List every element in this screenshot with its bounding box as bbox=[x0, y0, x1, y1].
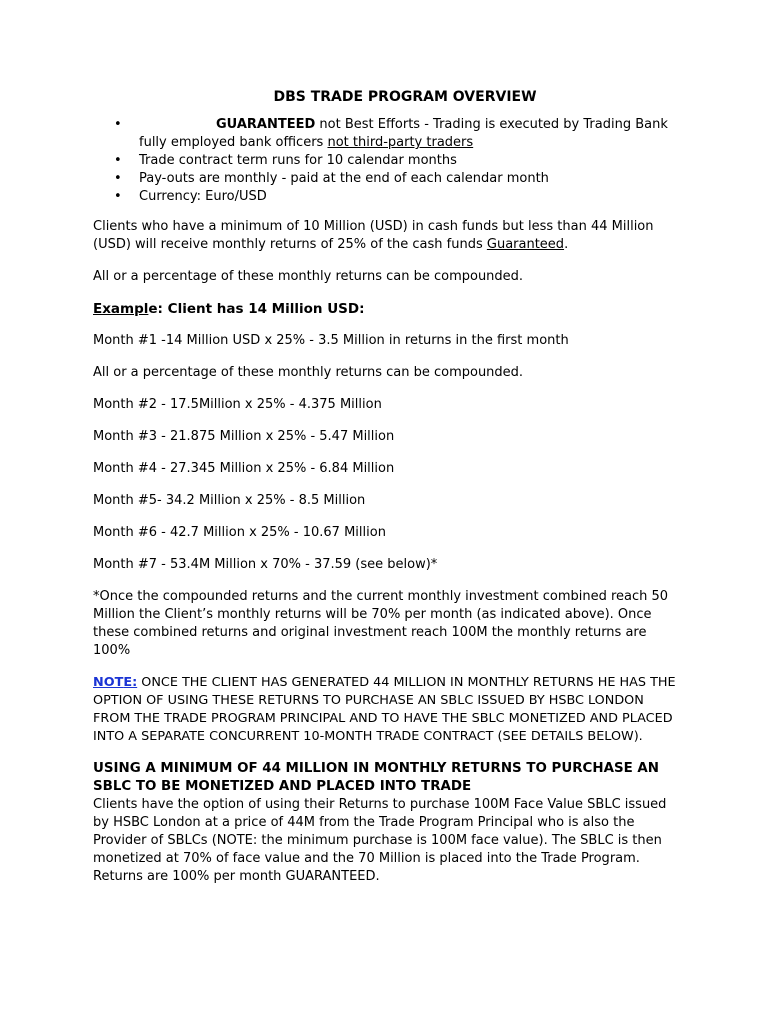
month-line: Month #7 - 53.4M Million x 70% - 37.59 (see below)* bbox=[93, 557, 438, 572]
bullet-item bbox=[93, 152, 681, 170]
example-heading bbox=[93, 300, 681, 318]
paragraph-text: Clients who have a minimum of 10 Million (USD) in cash funds but less than 44 Million (USD) will receive monthly returns of 25% of the cash funds bbox=[93, 219, 654, 252]
bullet-list bbox=[93, 116, 681, 206]
month-line: Month #4 - 27.345 Million x 25% - 6.84 Million bbox=[93, 461, 395, 476]
month-line: Month #5- 34.2 Million x 25% - 8.5 Million bbox=[93, 493, 366, 508]
bullet-item bbox=[93, 170, 681, 188]
paragraph-end: . bbox=[564, 237, 569, 252]
note-text: ONCE THE CLIENT HAS GENERATED 44 MILLION IN MONTHLY RETURNS HE HAS THE OPTION OF USING THESE RETURNS TO PURCHASE AN SBLC ISSUED BY HSBC LONDON FROM THE TRADE PROGRAM PRINCIPAL AND TO HAVE THE SBLC MONETIZED AND PLACED INTO A SEPARATE CONCURRENT 10-MONTH TRADE CONTRACT (SEE DETAILS BELOW). bbox=[93, 675, 676, 744]
bullet-text: Trade contract term runs for 10 calendar months bbox=[139, 153, 457, 168]
compound-note: All or a percentage of these monthly returns can be compounded. bbox=[93, 365, 524, 380]
bullet-marker: • bbox=[114, 171, 122, 186]
bullet-marker: • bbox=[114, 189, 122, 204]
month-line: Month #1 -14 Million USD x 25% - 3.5 Million in returns in the first month bbox=[93, 333, 569, 348]
note-label-main: NOT bbox=[93, 675, 124, 690]
eligibility-paragraph bbox=[93, 218, 681, 254]
bullet-item bbox=[93, 116, 681, 152]
bullet-marker: • bbox=[114, 117, 122, 132]
month-line: Month #6 - 42.7 Million x 25% - 10.67 Million bbox=[93, 525, 386, 540]
section-body: Clients have the option of using their Returns to purchase 100M Face Value SBLC issued by HSBC London at a price of 44M from the Trade Program Principal who is also the Provider of SBLCs (NOTE: the minimum purchase is 100M face value). The SBLC is then monetized at 70% of face value and the 70 Million is placed into the Trade Program. Returns are 100% per month GUARANTEED. bbox=[93, 797, 667, 884]
bullet-text: not Best Efforts - Trading is executed by Trading Bank fully employed bank officers bbox=[139, 117, 668, 150]
bullet-item bbox=[93, 188, 681, 206]
compound-note: All or a percentage of these monthly returns can be compounded. bbox=[93, 269, 524, 284]
bullet-text: Currency: Euro/USD bbox=[139, 189, 267, 204]
month-line: Month #2 - 17.5Million x 25% - 4.375 Million bbox=[93, 397, 382, 412]
bullet-marker: • bbox=[114, 153, 122, 168]
note-label bbox=[93, 675, 137, 690]
section-heading: USING A MINIMUM OF 44 MILLION IN MONTHLY RETURNS TO PURCHASE AN SBLC TO BE MONETIZED AND PLACED INTO TRADE bbox=[93, 761, 659, 794]
guaranteed-underline: Guaranteed bbox=[486, 237, 565, 252]
footnote-paragraph: *Once the compounded returns and the current monthly investment combined reach 50 Million the Client’s monthly returns will be 70% per month (as indicated above). Once these combined returns and original investment reach 100M the monthly returns are 100% bbox=[93, 589, 669, 658]
example-heading-text: e: Client has 14 Million USD: bbox=[148, 301, 365, 317]
bullet-underline-text: not third-party traders bbox=[327, 135, 474, 150]
document-title: DBS TRADE PROGRAM OVERVIEW bbox=[273, 89, 537, 105]
guaranteed-label: GUARANTEED bbox=[216, 117, 316, 132]
document-body bbox=[93, 88, 681, 900]
note-label-end: E: bbox=[123, 675, 138, 690]
month-line: Month #3 - 21.875 Million x 25% - 5.47 Million bbox=[93, 429, 395, 444]
note-paragraph bbox=[93, 674, 681, 746]
bullet-text: Pay-outs are monthly - paid at the end of each calendar month bbox=[139, 171, 549, 186]
example-underline: Exampl bbox=[93, 301, 149, 317]
